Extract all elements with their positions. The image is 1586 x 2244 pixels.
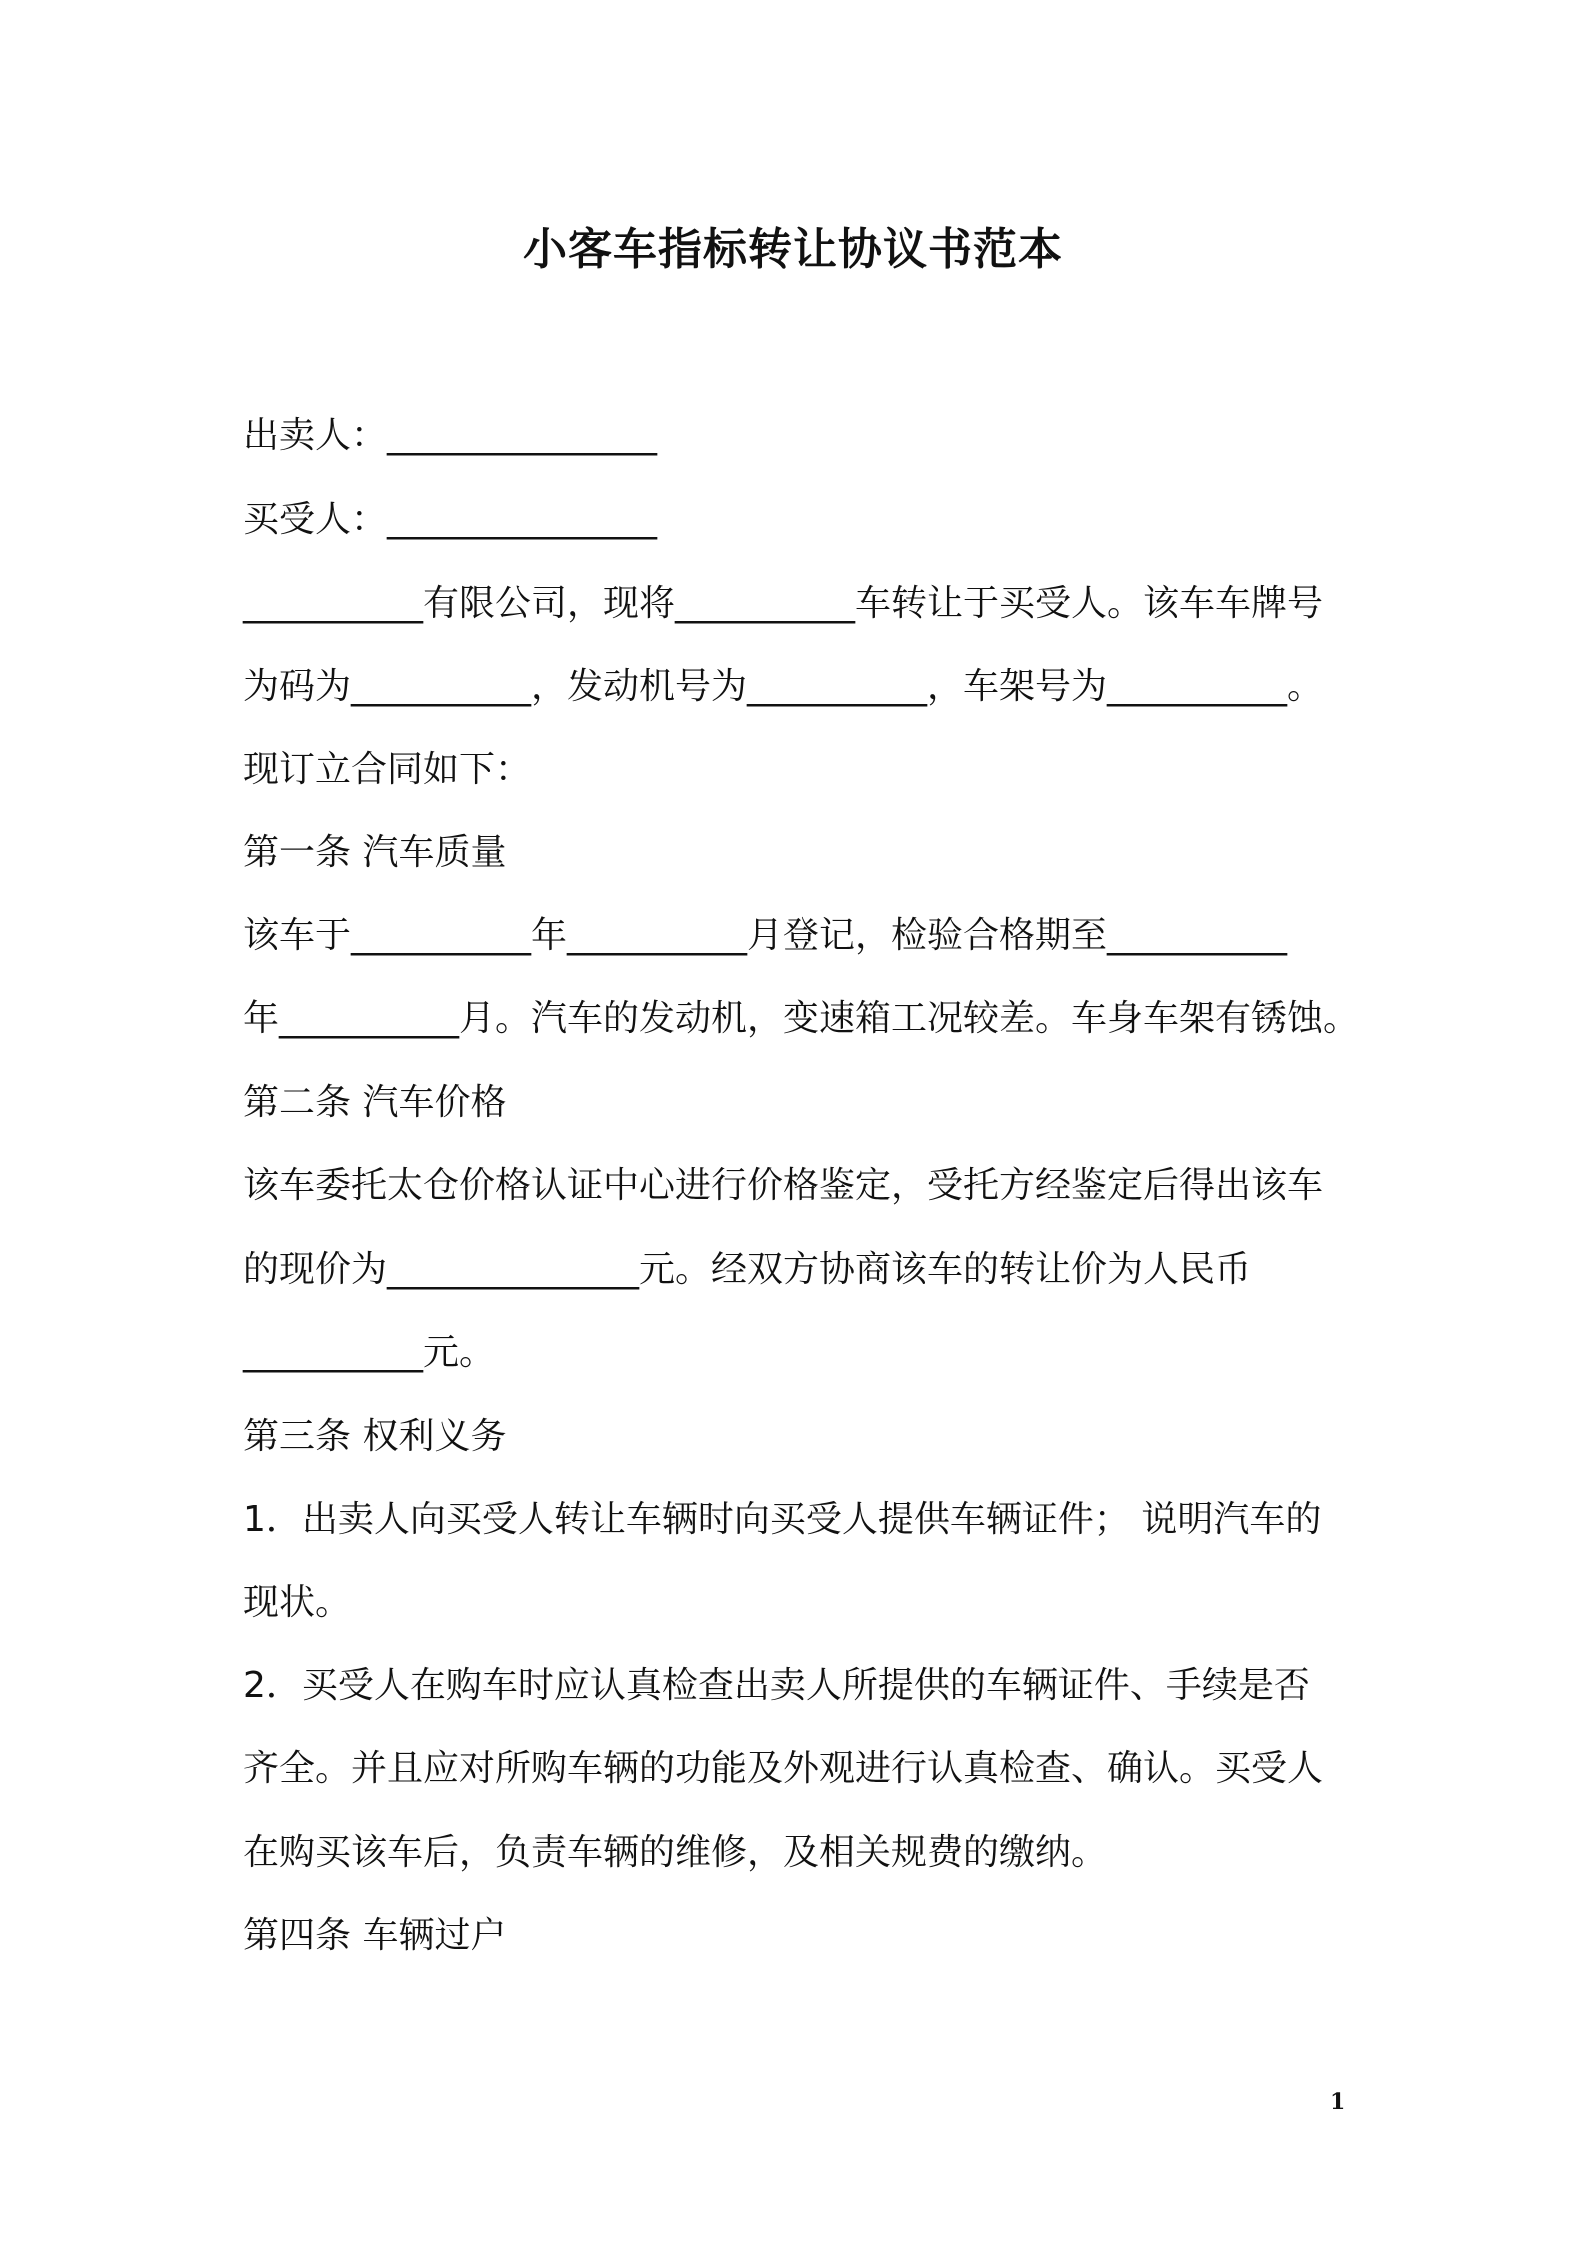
- seller-line: 出卖人：_______________: [243, 415, 658, 456]
- article-3-item-2-line-2: 齐全。并且应对所购车辆的功能及外观进行认真检查、确认。买受人: [243, 1748, 1324, 1789]
- article-3-item-1-line-2: 现状。: [243, 1582, 352, 1623]
- article-3-item-2-line-1: 2．买受人在购车时应认真检查出卖人所提供的车辆证件、手续是否: [243, 1665, 1310, 1706]
- article-1-heading: 第一条 汽车质量: [243, 832, 507, 873]
- article-2-line-3: __________元。: [243, 1332, 496, 1373]
- body-line-numbers: 为码为__________，发动机号为__________，车架号为__________。: [243, 666, 1324, 707]
- article-3-heading: 第三条 权利义务: [243, 1416, 507, 1457]
- article-1-line-2: 年__________月。汽车的发动机，变速箱工况较差。车身车架有锈蚀。: [243, 998, 1360, 1039]
- body-line-contract-intro: 现订立合同如下：: [243, 749, 532, 790]
- article-3-item-2-line-3: 在购买该车后，负责车辆的维修，及相关规费的缴纳。: [243, 1832, 1108, 1873]
- page-number: 1: [1330, 2089, 1346, 2115]
- article-4-heading: 第四条 车辆过户: [243, 1915, 507, 1956]
- document-title: 小客车指标转让协议书范本: [523, 224, 1063, 275]
- article-1-line-1: 该车于__________年__________月登记，检验合格期至__________: [243, 915, 1288, 956]
- buyer-line: 买受人：_______________: [243, 499, 658, 540]
- article-3-item-1-line-1: 1．出卖人向买受人转让车辆时向买受人提供车辆证件； 说明汽车的: [243, 1499, 1322, 1540]
- body-line-company: __________有限公司，现将__________车转让于买受人。该车车牌号: [243, 583, 1324, 624]
- article-2-heading: 第二条 汽车价格: [243, 1082, 507, 1123]
- article-2-line-1: 该车委托太仓价格认证中心进行价格鉴定，受托方经鉴定后得出该车: [243, 1165, 1324, 1206]
- article-2-line-2: 的现价为______________元。经双方协商该车的转让价为人民币: [243, 1249, 1252, 1290]
